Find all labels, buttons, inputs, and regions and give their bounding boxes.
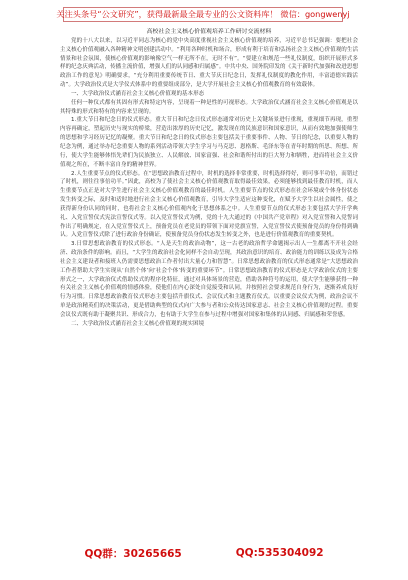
section-intro-paragraph: 任何一种仪式都有其固有形式和特定内容，呈现着一种是性的可视形态。大学政治仪式涵育社会主义核心价值观是以其特殊的形式和特有的内容来呈现的。	[60, 99, 358, 115]
list-item: 2.人生重要节点的仪式形态。在“思想政治教育过程中，时机的选择非常重要，时机选择得好，则可事半功倍，而错过了时机，则往往事倍功半。”因此，高校为了使社会主义核心价值观教育取得最佳效果，必须能够找到最佳教育时机，而人生重要节点正是对大学生进行社会主义核心价值观教育的最佳时机。人生重要节点的仪式形态在社会环境或个体身份状态发生转变之际，及时和适时地进行社会主义核心价值观教育，引导大学生适应这种变化，在赋予大学生以社会属性，使之获得新身份认同的同时，也将社会主义核心价值观内化于思想体系之中。人生重要节点的仪式形态主要包括大学开学典礼、入党宣誓仪式宪法宣誓仪式等。以入党宣誓仪式为例，党的十九大通过的《中国共产党章程》对入党宣誓和入党誓词作出了明确规定，在入党宣誓仪式上，预备党员在老党员的带领下面对党旗宣誓，入党宣誓仪式使预备党员的身份得到确认。入党宣誓仪式除了进行政治身份确证，使预备党员身份状态发生转变之外，也是进行价值观教育的重要契机。	[60, 170, 358, 239]
section-heading: 一、大学政治仪式涵育社会主义核心价值观的基本形态	[71, 90, 205, 97]
document-body	[60, 25, 358, 329]
banner-text: 关注头条号“公文研究”，获得最新最全最专业的公文资料库！ 微信：gongwenyj	[56, 9, 350, 20]
list-item: 3.日常思想政治教育的仪式形态。“人是天生的政治动物”，这一古老的政治哲学命题揭示出人一生都离不开社会经济、政治条件的影响。而且，“大学生的政治社会化同样不会自动呈现，其政治意识的培育、政治能力的训练以及成为合格社会主义建设者和接班人仍需要思想政治工作者付出大量心力和智慧”。日常思想政治教育的仪式形态通常是“大思想政治工作者帮助大学生实现从‘自然个体’向‘社会个体’转变的重要环节”。日常思想政治教育的仪式形态是大学政治仪式的主要形式之一，大学政治仪式借助仪式的程序化特征，通过对具体场景的营造，借助各种符号的运用，使大学生能够获得一种有关社会主义核心价值观的情感体验，使他们在内心深处自觉接受和认同，并按照社会要求规范自身行为，逐渐养成良好行为习惯。日常思想政治教育仪式形态主要包括升旗仪式、会议仪式和主题教育仪式。以重要会议仪式为例，政治会议不单是政治精英们的决策活动，更是借助典型的仪式向广大参与者和公众传达国家意志、社会主义核心价值观的过程。重要会议仪式既有助于凝聚共识、形成合力，也有助于大学生在参与过程中增强对国家和集体的认同感、归属感和荣誉感。	[60, 241, 358, 318]
section-heading: 二、大学政治仪式涵育社会主义核心价值观的现实困境	[71, 320, 205, 327]
top-banner	[56, 7, 350, 22]
intro-paragraph: 党的十八大以来，以习近平同志为核心的党中央高度重视社会主义核心价值观的培养，习近平总书记强调：要把社会主义核心价值观融入各种精神文明创建活动中。“利用各种时机和场合，形成有利于培育和弘扬社会主义核心价值观的生活情景和社会氛围，使核心价值观的影响像空气一样无所不在，无时不有”。“要建立和规范一些礼仪制度，组织开展形式多样的纪念庆典活动，传播主流价值，增强人们的认同感和归属感”。中共中央、国务院印发的《关于新时代加强和改进思想政治工作的意见》明确要求，“充分利用重要传统节日、重大节庆日纪念日，发挥礼仪制度的教化作用，丰富道德实践活动”。大学政治仪式是大学仪式体系中的重要组成部分，是大学开展社会主义核心价值观教育的有效载体。	[60, 37, 358, 89]
list-item: 1.重大节日和纪念日的仪式形态。重大节日和纪念日仪式形态通常对历史上关键场景进行重现，重现细节再现，重塑内容再确定，塑起历史与现实的桥梁，营造出浓厚的历史记忆，激发现在的民族意识和国家意识，从而有效地加强使师生的思想和学习经历记忆的凝聚。重大节日和纪念日的仪式形态主要包括关于重要事件、人物、节日的纪念，以重要人物的纪念为例，通过举办纪念重要人物的系列活动带领大学生学习与马克思、恩格斯、毛泽东等在青年时期的所思、所想、所行，使大学生能够体悟先辈们为民族独立、人民解放、国家富强、社会和谐所付出的巨大努力和牺牲，进而将社会主义价值观之所在，不断丰富自身的精神世界。	[60, 117, 358, 168]
document-title: 高校社会主义核心价值观培养工作研讨交流材料	[146, 29, 272, 35]
qq-group-text: QQ群：30265665	[84, 547, 182, 560]
qq-number-text: QQ:535304092	[235, 547, 324, 559]
footer-contact-bar	[0, 544, 408, 562]
